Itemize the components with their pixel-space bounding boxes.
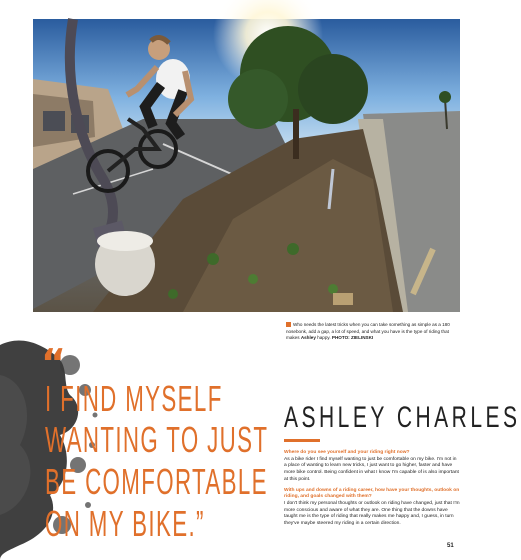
caption-credit: PHOTO: ZIELINSKI: [331, 335, 374, 341]
pull-quote-line-4: ON MY BIKE.”: [45, 503, 205, 544]
heading-rule: [284, 439, 320, 442]
answer-1: As a bike rider I find myself wanting to just be comfortable on my bike. I'm not in a place of wanting to learn new tricks, I just want to go higher, faster and have more bike control. Being confident in what I know I'm capable of is also important at this point.: [284, 456, 459, 482]
bmx-photo: [33, 19, 460, 312]
pull-quote-line-1: I FIND MYSELF: [45, 378, 223, 419]
rider-name-heading: ASHLEY CHARLES: [284, 401, 521, 434]
question-1: Where do you see yourself and your riding right now?: [284, 450, 410, 455]
page-number: 51: [447, 543, 454, 549]
quote-mark: “: [41, 341, 62, 385]
answer-2: I don't think my personal thoughts or outlook on riding have changed, just that I'm more conscious and aware of what they are. One thing that the downs have taught me is the type of riding that really makes me happy and, I guess, in turn they've maybe steered my riding in a certain direction.: [284, 500, 460, 527]
caption-tail: happy.: [315, 335, 332, 341]
caption-text: Who needs the latest tricks when you can take something as simple as a 180 nosebonk, add a gap, a lot of speed, and what you have is the type of riding that makes: [286, 322, 450, 341]
bmx-rider-illustration: [33, 19, 460, 312]
pull-quote-line-2: WANTING TO JUST: [45, 419, 269, 460]
photo-caption: [286, 322, 456, 342]
caption-bold-name: Ashley: [300, 335, 316, 341]
caption-marker-icon: [286, 322, 291, 327]
pull-quote-line-3: BE COMFORTABLE: [45, 461, 268, 502]
interview-body: [284, 450, 460, 532]
question-2: With ups and downs of a riding career, how have your thoughts, outlook on riding, and goals changed with them?: [284, 487, 460, 500]
